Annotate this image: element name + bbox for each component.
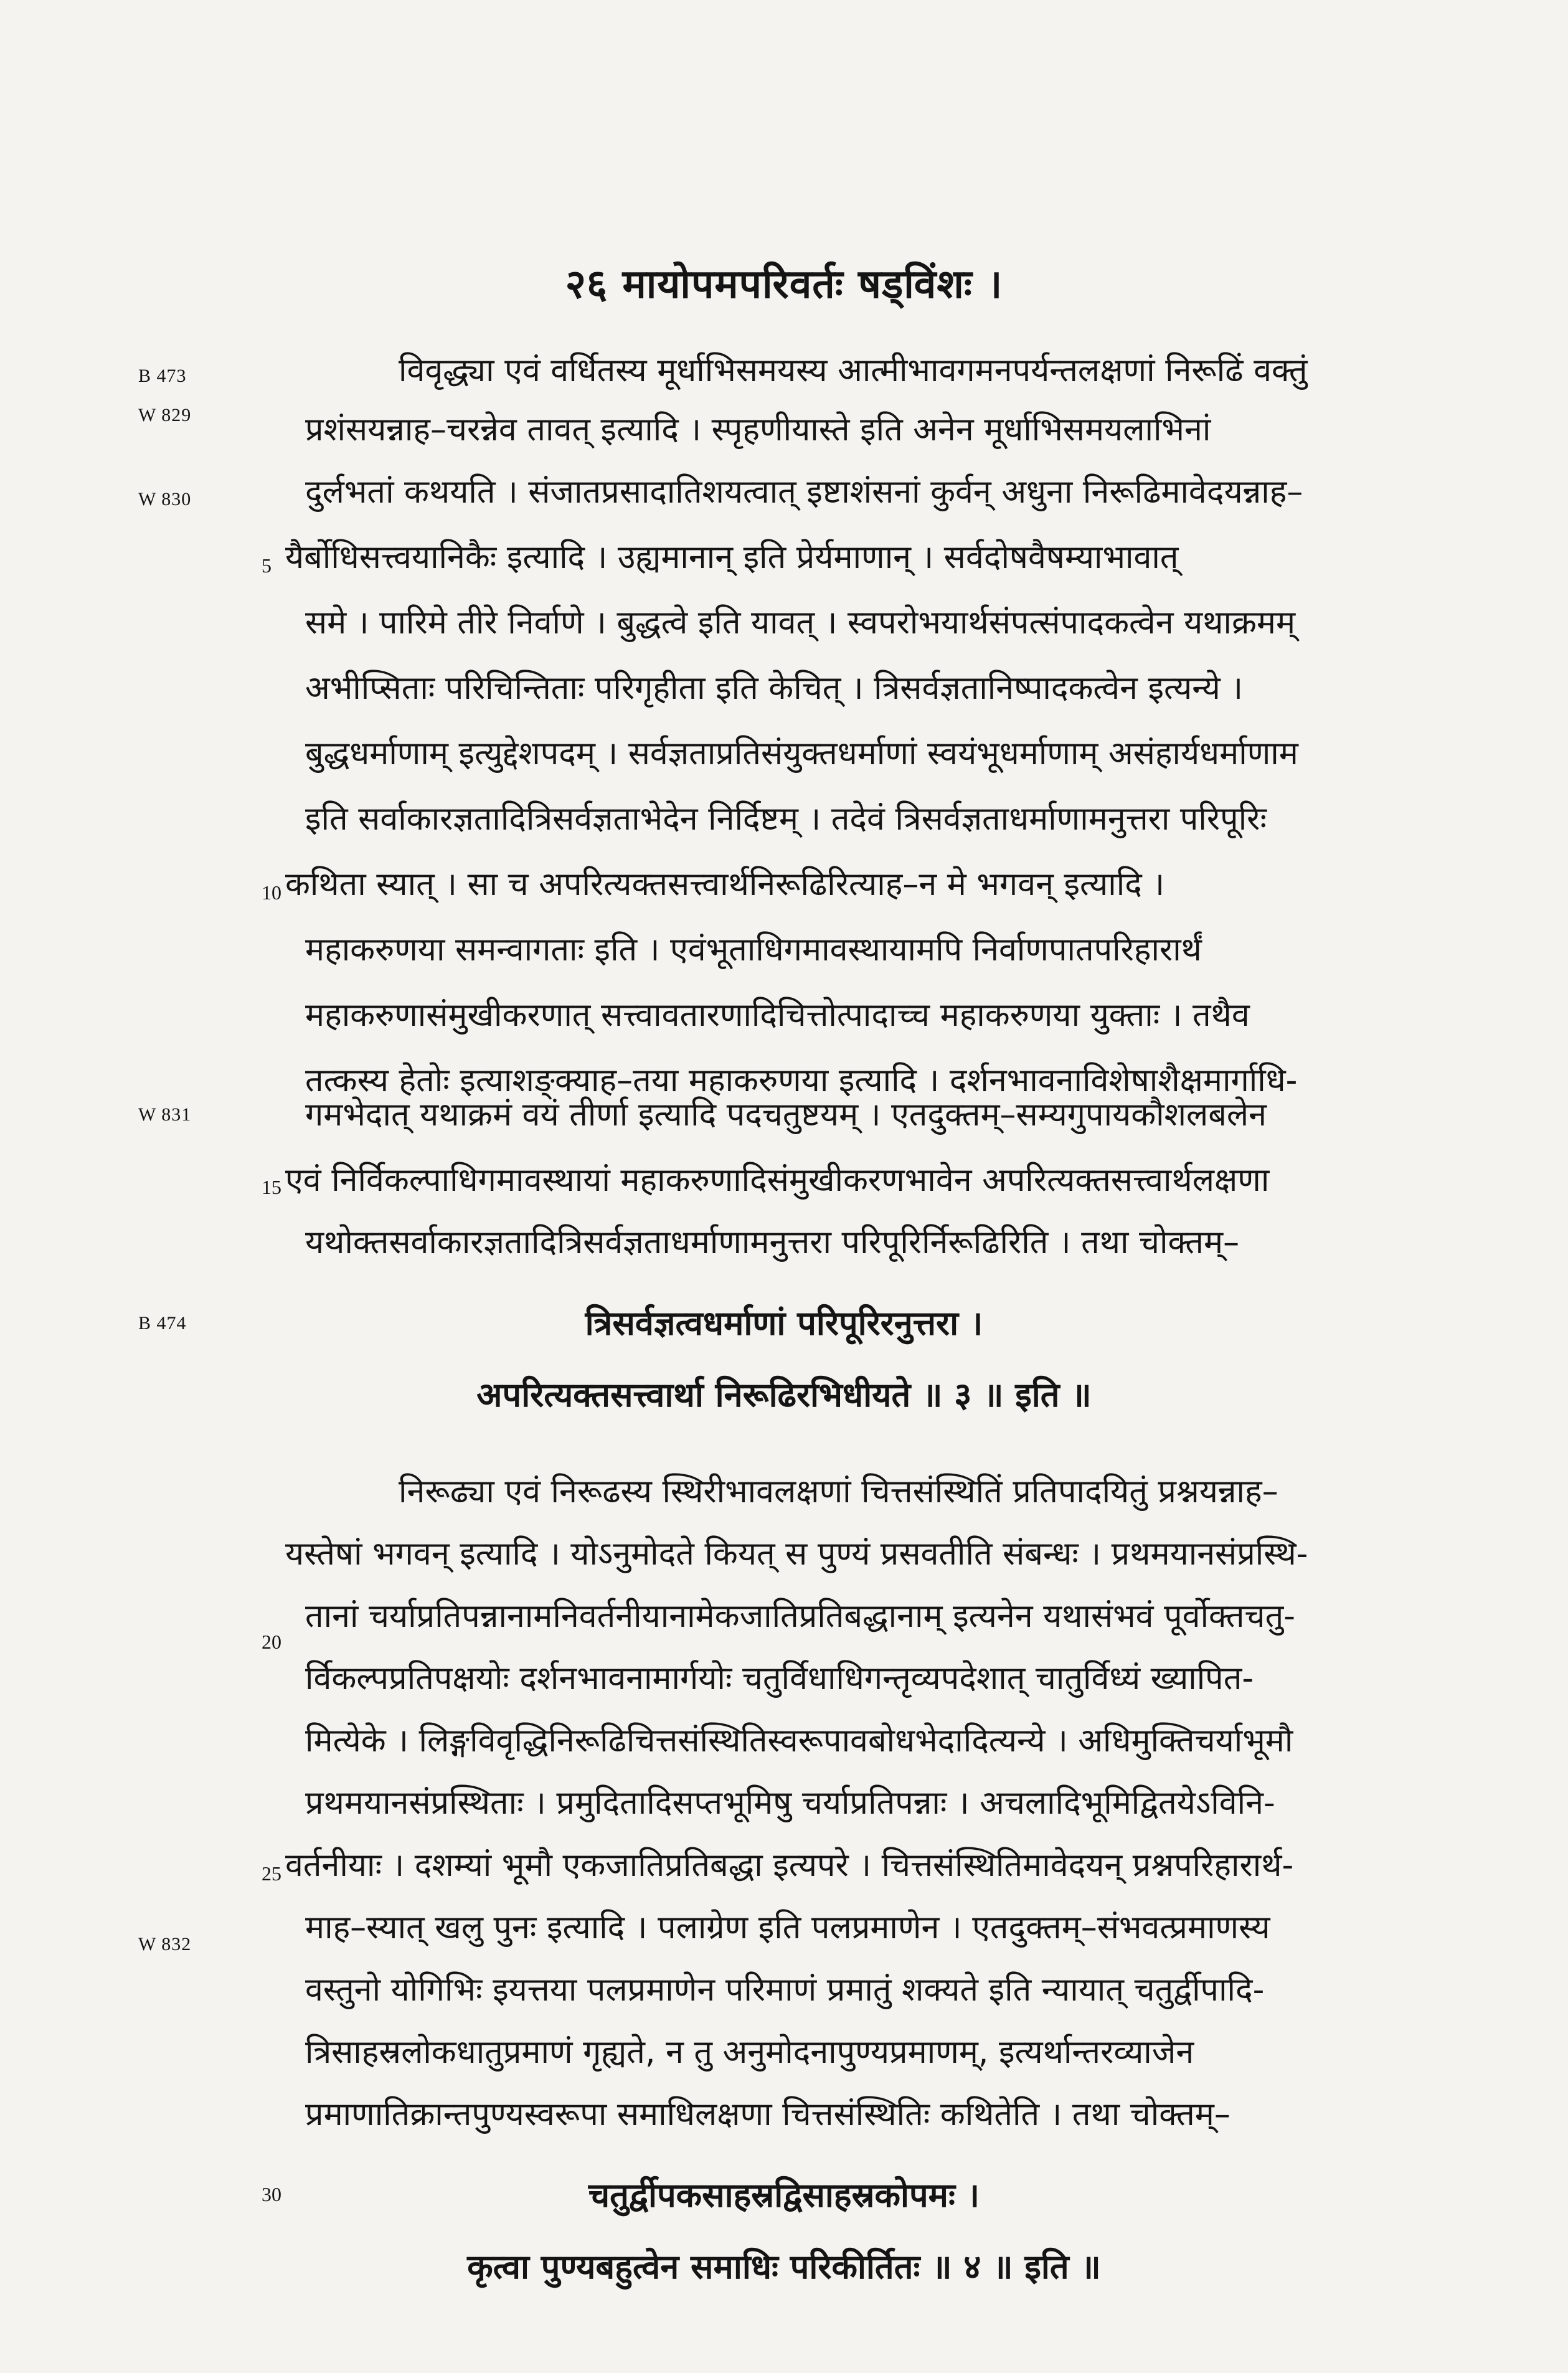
text-line: प्रथमयानसंप्रस्थिताः । प्रमुदितादिसप्तभूमिषु चर्याप्रतिपन्नाः । अचलादिभूमिद्वितयेऽविनि-	[305, 1784, 1275, 1822]
verse-line: चतुर्द्वीपकसाहस्रद्विसाहस्रकोपमः ।	[588, 2176, 980, 2215]
text-line: तत्कस्य हेतोः इत्याशङ्क्याह–तया महाकरुणया इत्यादि । दर्शनभावनाविशेषाशैक्षमार्गाधि-	[305, 1062, 1298, 1099]
text-line: यैर्बोधिसत्त्वयानिकैः इत्यादि । उह्यमानान् इति प्रेर्यमाणान् । सर्वदोषवैषम्याभावात्	[285, 539, 1179, 576]
text-line: एवं निर्विकल्पाधिगमावस्थायां महाकरुणादिसंमुखीकरणभावेन अपरित्यक्तसत्त्वार्थलक्षणा	[285, 1162, 1270, 1199]
margin-ref-b473: B 473	[138, 366, 187, 386]
margin-ref-w829: W 829	[138, 405, 192, 425]
text-line: माह–स्यात् खलु पुनः इत्यादि । पलाग्रेण इति पलप्रमाणेन । एतदुक्तम्–संभवत्प्रमाणस्य	[305, 1909, 1270, 1946]
line-number-30: 30	[262, 2183, 281, 2205]
text-line: प्रशंसयन्नाह–चरन्नेव तावत् इत्यादि । स्पृहणीयास्ते इति अनेन मूर्धाभिसमयलाभिनां	[305, 411, 1211, 448]
page-title: २६ मायोपमपरिवर्तः षड्विंशः ।	[565, 262, 1003, 308]
margin-ref-b474: B 474	[138, 1313, 187, 1333]
text-line: मित्येके । लिङ्गविवृद्धिनिरूढिचित्तसंस्थितिस्वरूपावबोधभेदादित्यन्ये । अधिमुक्तिचर्याभूमौ	[305, 1722, 1293, 1760]
text-line: वर्तनीयाः । दशम्यां भूमौ एकजातिप्रतिबद्धा इत्यपरे । चित्तसंस्थितिमावेदयन् प्रश्नपरिहारार्थ-	[285, 1847, 1294, 1884]
text-line: महाकरुणासंमुखीकरणात् सत्त्वावतारणादिचित्तोत्पादाच्च महाकरुणया युक्ताः । तथैव	[305, 997, 1250, 1034]
text-line: यस्तेषां भगवन् इत्यादि । योऽनुमोदते कियत् स पुण्यं प्रसवतीति संबन्धः । प्रथमयानसंप्रस्थि-	[285, 1535, 1308, 1573]
text-line: प्रमाणातिक्रान्तपुण्यस्वरूपा समाधिलक्षणा चित्तसंस्थितिः कथितेति । तथा चोक्तम्–	[305, 2096, 1230, 2133]
text-line: तानां चर्याप्रतिपन्नानामनिवर्तनीयानामेकजातिप्रतिबद्धानाम् इत्यनेन यथासंभवं पूर्वोक्तचतु-	[305, 1598, 1295, 1635]
text-line: त्रिसाहस्रलोकधातुप्रमाणं गृह्यते, न तु अनुमोदनापुण्यप्रमाणम्, इत्यर्थान्तरव्याजेन	[305, 2034, 1194, 2071]
text-line: अभीप्सिताः परिचिन्तिताः परिगृहीता इति केचित् । त्रिसर्वज्ञतानिष्पादकत्वेन इत्यन्ये ।	[305, 670, 1244, 707]
text-line: र्विकल्पप्रतिपक्षयोः दर्शनभावनामार्गयोः चतुर्विधाधिगन्तृव्यपदेशात् चातुर्विध्यं ख्यापित-	[305, 1660, 1254, 1697]
text-line: इति सर्वाकारज्ञतादित्रिसर्वज्ञताभेदेन निर्दिष्टम् । तदेवं त्रिसर्वज्ञताधर्माणामनुत्तरा परिपूरिः	[305, 800, 1267, 838]
text-line: विवृद्ध्या एवं वर्धितस्य मूर्धाभिसमयस्य आत्मीभावगमनपर्यन्तलक्षणां निरूढिं वक्तुं	[399, 352, 1308, 389]
text-line: वस्तुनो योगिभिः इयत्तया पलप्रमाणेन परिमाणं प्रमातुं शक्यते इति न्यायात् चतुर्द्वीपादि-	[305, 1971, 1265, 2009]
text-line: गमभेदात् यथाक्रमं वयं तीर्णा इत्यादि पदचतुष्टयम् । एतदुक्तम्–सम्यगुपायकौशलबलेन	[305, 1096, 1267, 1134]
text-line: महाकरुणया समन्वागताः इति । एवंभूताधिगमावस्थायामपि निर्वाणपातपरिहारार्थं	[305, 931, 1202, 969]
margin-ref-w830: W 830	[138, 489, 192, 509]
verse-line: अपरित्यक्तसत्त्वार्था निरूढिरभिधीयते ॥ ३ ॥ इति ॥	[476, 1375, 1092, 1414]
verse-line: कृत्वा पुण्यबहुत्वेन समाधिः परिकीर्तितः ॥ ४ ॥ इति ॥	[467, 2247, 1101, 2286]
text-line: कथिता स्यात् । सा च अपरित्यक्तसत्त्वार्थनिरूढिरित्याह–न मे भगवन् इत्यादि ।	[285, 866, 1165, 903]
text-line: यथोक्तसर्वाकारज्ञतादित्रिसर्वज्ञताधर्माणामनुत्तरा परिपूरिर्निरूढिरिति । तथा चोक्तम्–	[305, 1224, 1240, 1261]
text-line: बुद्धधर्माणाम् इत्युद्देशपदम् । सर्वज्ञताप्रतिसंयुक्तधर्माणां स्वयंभूधर्माणाम् असंहार्यधर्माणाम	[305, 735, 1298, 772]
text-line: निरूढ्या एवं निरूढस्य स्थिरीभावलक्षणां चित्तसंस्थितिं प्रतिपादयितुं प्रश्नयन्नाह–	[399, 1473, 1278, 1510]
line-number-20: 20	[262, 1631, 281, 1653]
margin-ref-w831: W 831	[138, 1104, 192, 1125]
line-number-15: 15	[262, 1176, 281, 1198]
margin-ref-w832: W 832	[138, 1934, 192, 1954]
text-line: समे । पारिमे तीरे निर्वाणे । बुद्धत्वे इति यावत् । स्वपरोभयार्थसंपत्संपादकत्वेन यथाक्रमम्	[305, 604, 1296, 642]
line-number-10: 10	[262, 881, 281, 904]
line-number-25: 25	[262, 1862, 281, 1885]
verse-line: त्रिसर्वज्ञत्वधर्माणां परिपूरिरनुत्तरा ।	[585, 1304, 983, 1343]
text-line: दुर्लभतां कथयति । संजातप्रसादातिशयत्वात् इष्टाशंसनां कुर्वन् अधुना निरूढिमावेदयन्नाह–	[305, 473, 1303, 511]
line-number-5: 5	[262, 554, 272, 577]
